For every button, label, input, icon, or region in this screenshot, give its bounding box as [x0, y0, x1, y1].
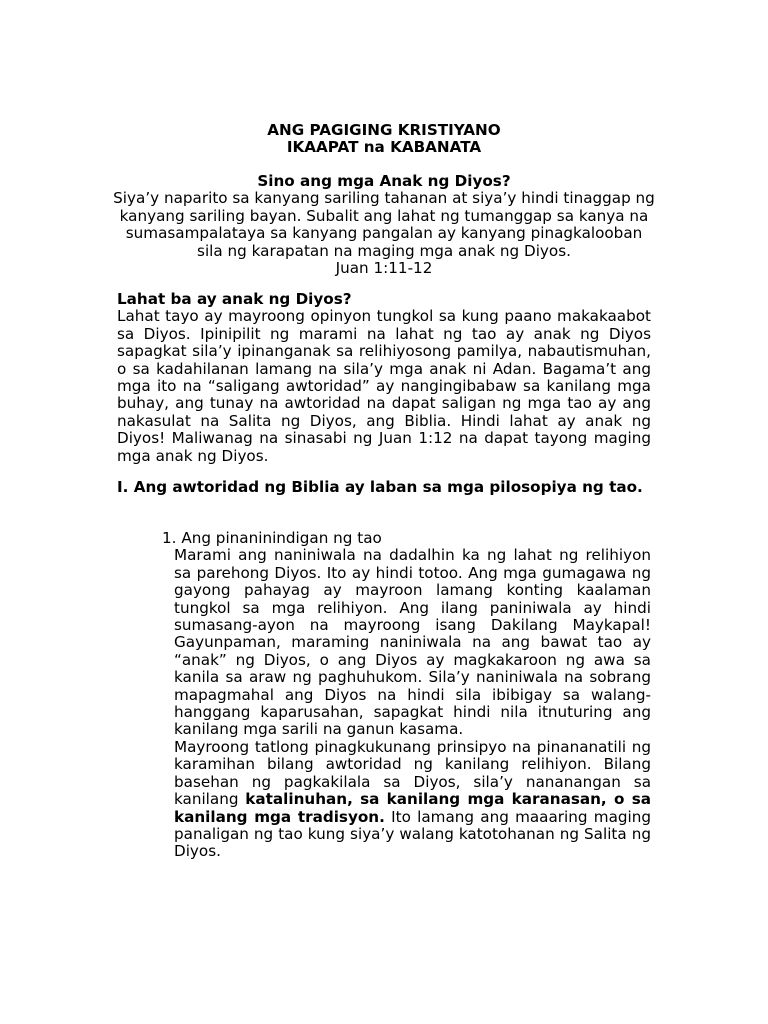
chapter-title: IKAAPAT na KABANATA [286, 138, 482, 156]
list-item-paragraph: Marami ang naniniwala na dadalhin ka ng lahat ng relihiyon sa parehong Diyos. Ito ay hindi totoo. Ang mga gumagawa ng gayong pahayag ay mayroon lamang konting kaalaman tungkol sa mga relihiyon. Ang ilang paniniwala ay hindi sumasang-ayon na mayroong isang Dakilang Maykapal! Gayunpaman, maraming naniniwala na ang bawat tao ay “anak” ng Diyos, o ang Diyos ay magkakaroon ng awa sa kanila sa araw ng paghuhukom. Sila’y naniniwala na sobrang mapagmahal ang Diyos na hindi sila ibibigay sa walang-hanggang kaparusahan, sapagkat hindi nila itnuturing ang kanilang mga sarili na ganun kasama. [174, 546, 651, 739]
paragraph-bold-text: katalinuhan, sa kanilang mga karanasan, o sa kanilang mga tradisyon. [174, 790, 651, 826]
document-title: ANG PAGIGING KRISTIYANO [267, 121, 501, 139]
verse-block [112, 173, 656, 277]
section-heading: Lahat ba ay anak ng Diyos? [117, 290, 352, 308]
verse-reference: Juan 1:11-12 [335, 259, 433, 278]
verse-heading: Sino ang mga Anak ng Diyos? [257, 172, 511, 190]
verse-text: Siya’y naparito sa kanyang sariling tahanan at siya’y hindi tinaggap ng kanyang sariling bayan. Subalit ang lahat ng tumanggap sa kanya na sumasampalataya sa kanyang pangalan ay kanyang pinagkalooban sila ng karapatan na maging mga anak ng Diyos. [113, 189, 655, 260]
paragraph-text-end: Ito lamang ang maaaring maging panaligan ng tao kung siya’y walang katotohanan ng Salita ng Diyos. [174, 807, 651, 861]
section-lahat-ba [117, 291, 651, 465]
list-item-title: 1. Ang pinaninindigan ng tao [162, 529, 382, 547]
section-body: Lahat tayo ay mayroong opinyon tungkol sa kung paano makakaabot sa Diyos. Ipinipilit ng marami na lahat ng tao ay anak ng Diyos sapagkat sila’y ipinanganak sa relihiyosong pamilya, nabautismuhan, o sa kadahilanan lamang na sila’y mga anak ni Adan. Bagama’t ang mga ito na “saligang awtoridad” ay nangingibabaw sa kanilang mga buhay, ang tunay na awtoridad na dapat saligan ng mga tao ay ang nakasulat na Salita ng Diyos, ang Biblia. Hindi lahat ay anak ng Diyos! Maliwanag na sinasabi ng Juan 1:12 na dapat tayong maging mga anak ng Diyos. [117, 307, 651, 465]
numbered-list [162, 530, 651, 861]
section-awtoridad-heading: I. Ang awtoridad ng Biblia ay laban sa mga pilosopiya ng tao. [117, 478, 643, 496]
paragraph-text-start: Mayroong tatlong pinagkukunang prinsipyo na pinananatili ng karamihan bilang awtoridad ng kanilang relihiyon. Bilang basehan ng pagkakilala sa Diyos, sila’y nananangan sa kanilang [174, 737, 651, 809]
list-item-paragraph-2 [174, 739, 651, 861]
